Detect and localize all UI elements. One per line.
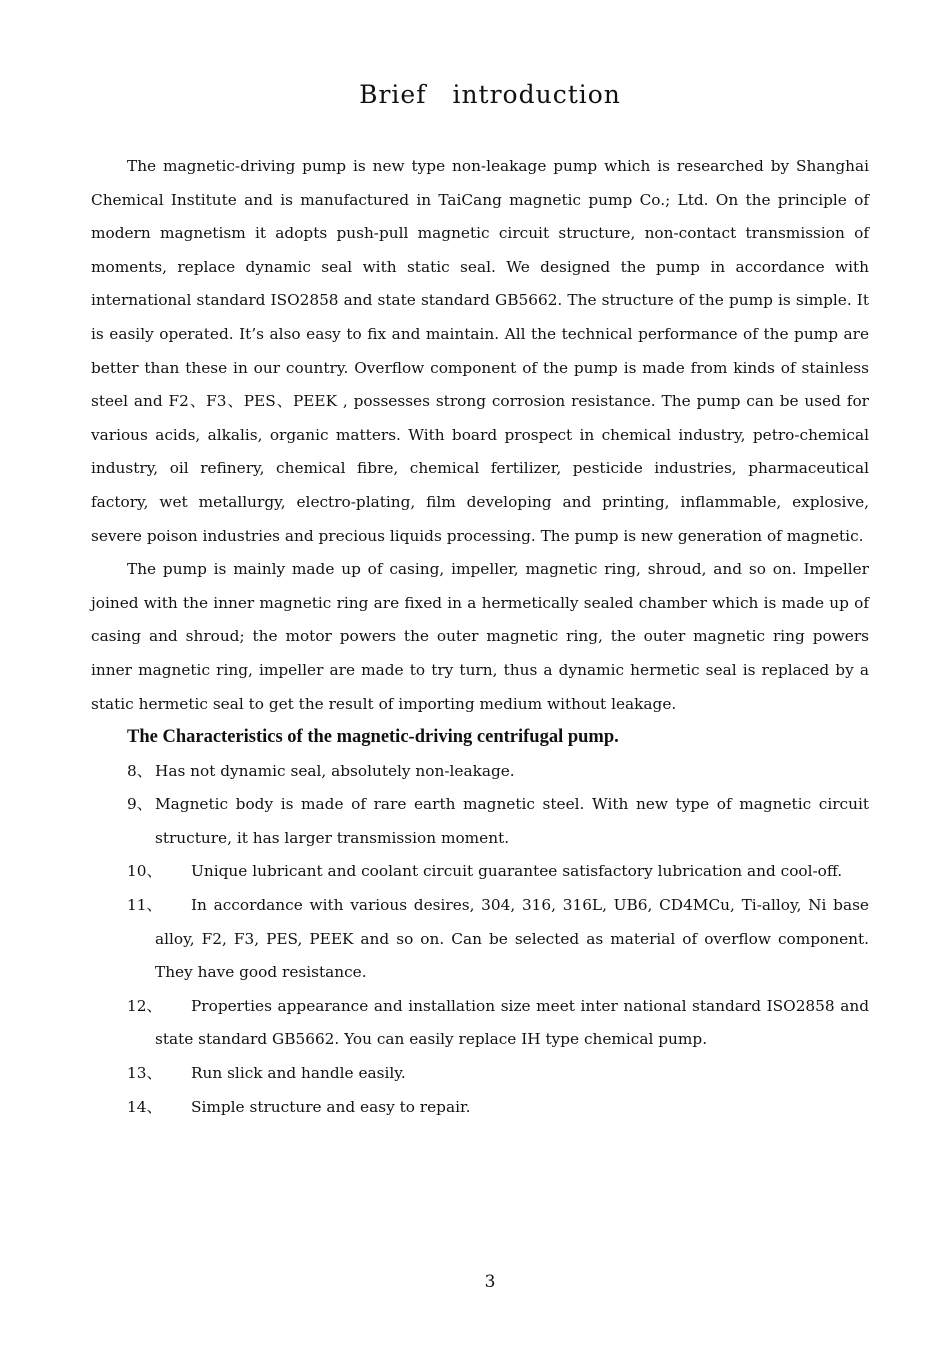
document-body (91, 150, 869, 1124)
page-title-word-1: Brief (359, 80, 427, 109)
characteristic-item (91, 788, 869, 855)
characteristic-item (91, 1091, 869, 1125)
characteristic-number: 14、 (127, 1097, 162, 1116)
characteristic-text: Properties appearance and installation size meet inter national standard ISO2858 and state standard GB5662. You can easily replace IH type chemical pump. (155, 996, 869, 1049)
characteristic-item (91, 889, 869, 990)
characteristic-item (91, 855, 869, 889)
page-title (0, 80, 950, 109)
characteristic-item (91, 1057, 869, 1091)
characteristic-number: 8、 (127, 761, 153, 780)
characteristic-number: 13、 (127, 1064, 162, 1083)
characteristic-text: In accordance with various desires, 304, 316, 316L, UB6, CD4MCu, Ti-alloy, Ni base alloy, F2, F3, PES, PEEK and so on. Can be selected as material of overflow component. They have good resistance. (155, 896, 869, 982)
characteristic-text: Magnetic body is made of rare earth magnetic steel. With new type of magnetic circuit structure, it has larger transmission moment. (155, 795, 869, 847)
characteristic-text: Unique lubricant and coolant circuit guarantee satisfactory lubrication and cool-off. (191, 862, 843, 881)
characteristic-text: Run slick and handle easily. (191, 1064, 406, 1083)
page-title-word-2: introduction (452, 80, 621, 109)
intro-paragraph-2: The pump is mainly made up of casing, impeller, magnetic ring, shroud, and so on. Impeller joined with the inner magnetic ring are fixed in a hermetically sealed chamber which is made up of casing and shroud; the motor powers the outer magnetic ring, the outer magnetic ring powers inner magnetic ring, impeller are made to try turn, thus a dynamic hermetic seal is replaced by a static hermetic seal to get the result of importing medium without leakage. (91, 560, 869, 713)
characteristics-heading: The Characteristics of the magnetic-driving centrifugal pump. (127, 727, 619, 748)
characteristic-number: 11、 (127, 896, 162, 915)
characteristic-item (91, 755, 869, 789)
characteristic-number: 10、 (127, 862, 162, 881)
characteristic-number: 9、 (127, 795, 153, 814)
intro-paragraph-1: The magnetic-driving pump is new type non-leakage pump which is researched by Shanghai Chemical Institute and is manufactured in TaiCang magnetic pump Co.; Ltd. On the principle of modern magnetism it adopts push-pull magnetic circuit structure, non-contact transmission of moments, replace dynamic seal with static seal. We designed the pump in accordance with international standard ISO2858 and state standard GB5662. The structure of the pump is simple. It is easily operated. It’s also easy to fix and maintain. All the technical performance of the pump are better than these in our country. Overflow component of the pump is made from kinds of stainless steel and F2、F3、PES、PEEK , possesses strong corrosion resistance. The pump can be used for various acids, alkalis, organic matters. With board prospect in chemical industry, petro-chemical industry, oil refinery, chemical fibre, chemical fertilizer, pesticide industries, pharmaceutical factory, wet metallurgy, electro-plating, film developing and printing, inflammable, explosive, severe poison industries and precious liquids processing. The pump is new generation of magnetic. (91, 157, 869, 545)
characteristic-number: 12、 (127, 996, 162, 1015)
characteristic-item (91, 990, 869, 1057)
characteristic-text: Has not dynamic seal, absolutely non-leakage. (155, 761, 515, 780)
characteristic-text: Simple structure and easy to repair. (191, 1097, 471, 1116)
page-number: 3 (484, 1272, 496, 1292)
